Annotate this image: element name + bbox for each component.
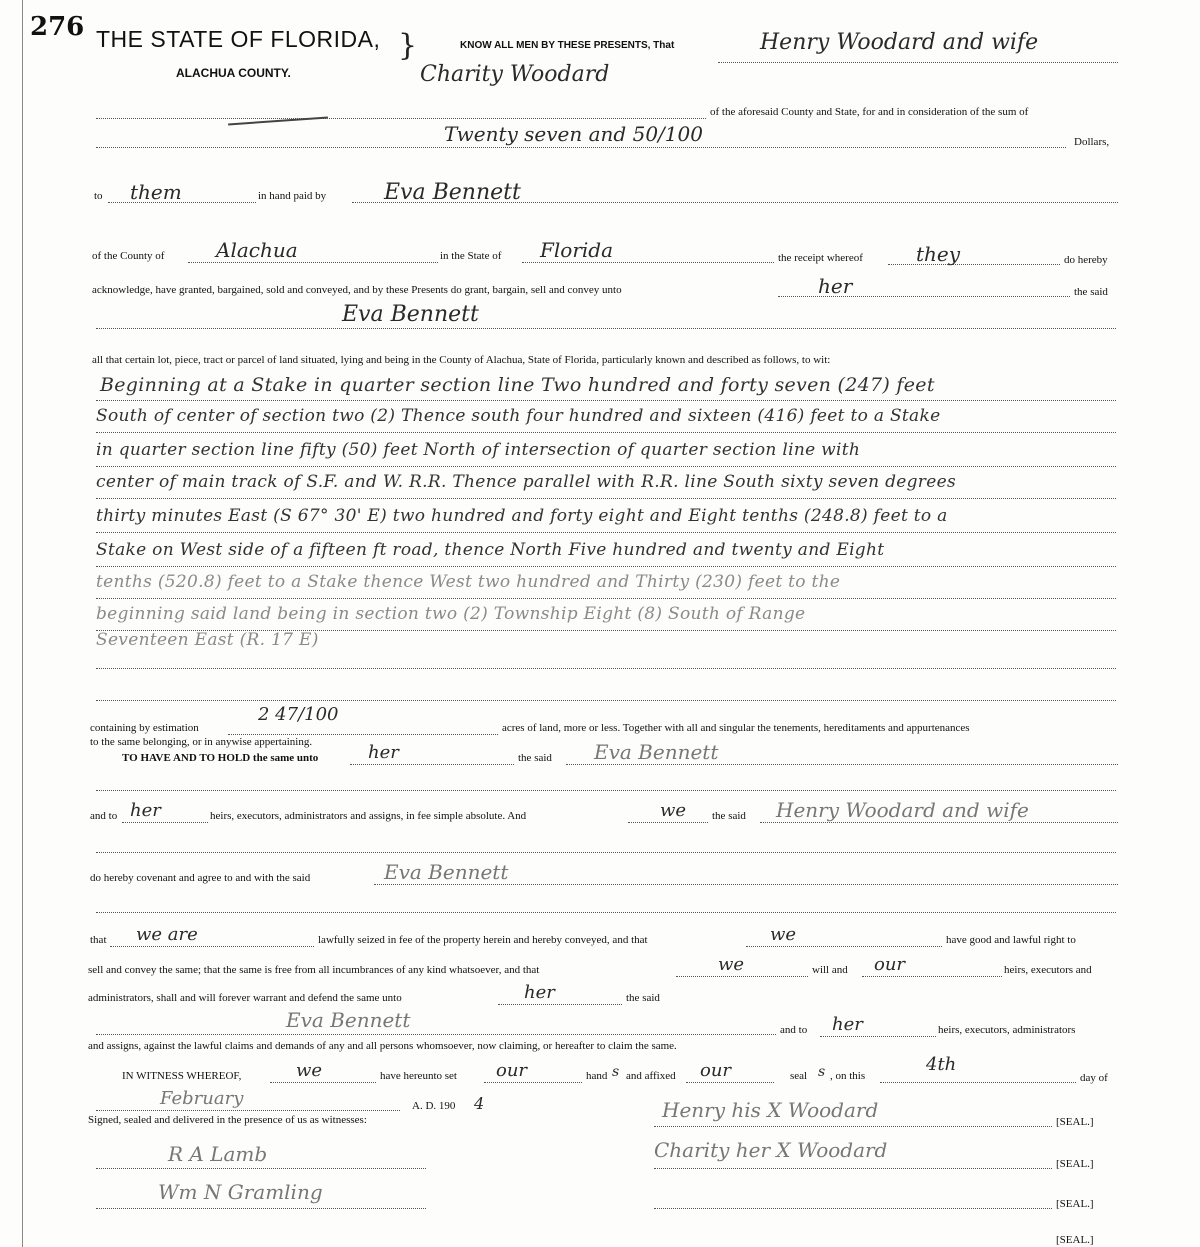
same-belonging-text: to the same belonging, or in anywise appertaining. — [90, 736, 313, 748]
and-that-we-value: we — [770, 924, 797, 945]
heirs-executors-text: heirs, executors, administrators and assigns, in fee simple absolute. And — [210, 810, 527, 822]
on-this-label: , on this — [830, 1070, 866, 1082]
sell-convey-text: sell and convey the same; that the same is free from all incumbrances of any kind whatsoever, and that — [88, 964, 540, 976]
dotted-line — [96, 598, 1116, 599]
and-assigns-text: and assigns, against the lawful claims and demands of any and all persons whomsoever, now claiming, or hereafter to claim the same. — [88, 1040, 677, 1052]
and-that-we-2-value: we — [718, 954, 745, 975]
and-to-label: and to — [90, 810, 118, 822]
description-line: center of main track of S.F. and W. R.R. Thence parallel with R.R. line South sixty seven degrees — [96, 472, 956, 492]
administrators-text: administrators, shall and will forever warrant and defend the same unto — [88, 992, 402, 1004]
receipt-whereof-label: the receipt whereof — [778, 252, 863, 264]
to-have-label: TO HAVE AND TO HOLD the same unto — [122, 752, 319, 764]
dotted-line — [96, 700, 1116, 701]
that-we-are-value: we are — [136, 924, 198, 945]
dotted-line — [96, 1208, 426, 1209]
seal-mark: [SEAL.] — [1056, 1234, 1094, 1246]
dotted-line — [96, 668, 1116, 669]
dotted-line — [110, 946, 314, 947]
dotted-line — [654, 1168, 1052, 1169]
dotted-line — [96, 118, 706, 119]
signed-sealed-text: Signed, sealed and delivered in the presence of us as witnesses: — [88, 1114, 367, 1126]
grantor-line2: Charity Woodard — [420, 62, 610, 87]
convey-unto-value: her — [818, 274, 853, 298]
grantor-line1: Henry Woodard and wife — [760, 30, 1039, 55]
and-to-label: and to — [780, 1024, 808, 1036]
state-heading: THE STATE OF FLORIDA, — [96, 26, 381, 52]
affixed-our-value: our — [700, 1060, 732, 1081]
dotted-line — [96, 1168, 426, 1169]
in-hand-paid-by-label: in hand paid by — [258, 190, 327, 202]
will-and-label: will and — [812, 964, 848, 976]
containing-label: containing by estimation — [90, 722, 199, 734]
hand-s-value: s — [612, 1064, 620, 1080]
page-edge-line — [22, 0, 23, 1247]
the-said-label: the said — [1074, 286, 1108, 298]
dotted-line — [96, 466, 1116, 467]
county-value: Alachua — [216, 238, 298, 262]
covenant-with-value: Eva Bennett — [384, 860, 509, 884]
dotted-line — [96, 328, 1116, 329]
the-said-label: the said — [518, 752, 552, 764]
witness-gramling: Wm N Gramling — [158, 1180, 323, 1204]
dotted-line — [498, 1004, 622, 1005]
day-of-label: day of — [1080, 1072, 1108, 1084]
dotted-line — [122, 822, 208, 823]
dotted-line — [566, 764, 1118, 765]
dotted-line — [96, 147, 1066, 148]
and-to-heirs-value: her — [130, 800, 161, 821]
year-value: 4 — [474, 1094, 485, 1113]
do-hereby-label: do hereby — [1064, 254, 1108, 266]
the-said-label: the said — [712, 810, 746, 822]
dotted-line — [188, 262, 438, 263]
seal-mark: [SEAL.] — [1056, 1116, 1094, 1128]
header-bracket: } — [398, 28, 418, 63]
dollars-label: Dollars, — [1074, 136, 1110, 148]
set-our-value: our — [496, 1060, 528, 1081]
dotted-line — [96, 1110, 400, 1111]
dotted-line — [228, 734, 498, 735]
dotted-line — [96, 532, 1116, 533]
paid-by-value: Eva Bennett — [384, 180, 521, 205]
in-witness-label: IN WITNESS WHEREOF, — [122, 1070, 242, 1082]
of-county-label: of the County of — [92, 250, 165, 262]
dotted-line — [270, 1082, 376, 1083]
dotted-line — [654, 1126, 1052, 1127]
description-line: Seventeen East (R. 17 E) — [96, 630, 319, 650]
dotted-line — [484, 1082, 582, 1083]
dotted-line — [96, 1034, 776, 1035]
dotted-line — [96, 912, 1116, 913]
know-all-men: KNOW ALL MEN BY THESE PRESENTS, That — [460, 40, 675, 51]
description-line: Beginning at a Stake in quarter section line Two hundred and forty seven (247) feet — [100, 374, 935, 396]
description-line: South of center of section two (2) Thence south four hundred and sixteen (416) feet to a Stake — [96, 406, 941, 426]
dotted-line — [374, 884, 1118, 885]
dotted-line — [522, 262, 774, 263]
grantor-said-value: Henry Woodard and wife — [776, 798, 1029, 822]
page-number: 276 — [30, 12, 85, 42]
dotted-line — [96, 400, 1116, 401]
witness-we-value: we — [296, 1060, 323, 1081]
dotted-line — [654, 1208, 1052, 1209]
in-state-of-label: in the State of — [440, 250, 502, 262]
month-value: February — [160, 1088, 244, 1109]
to-whom-value: them — [130, 180, 182, 204]
dotted-line — [862, 976, 1002, 977]
seal-s-value: s — [818, 1064, 826, 1080]
lawfully-seized-text: lawfully seized in fee of the property herein and hereby conveyed, and that — [318, 934, 648, 946]
receipt-they-value: they — [916, 242, 961, 266]
dotted-line — [350, 764, 514, 765]
dotted-line — [96, 566, 1116, 567]
dotted-line — [888, 264, 1060, 265]
witness-lamb: R A Lamb — [168, 1142, 268, 1166]
have-good-text: have good and lawful right to — [946, 934, 1076, 946]
dotted-line — [96, 852, 1116, 853]
consideration-text: of the aforesaid County and State, for and in consideration of the sum of — [710, 106, 1029, 118]
heirs-exec-admin-text: heirs, executors, administrators — [938, 1024, 1076, 1036]
description-line: thirty minutes East (S 67° 30' E) two hundred and forty eight and Eight tenths (248.8) feet to a — [96, 506, 948, 526]
warrant-unto-value: her — [524, 982, 555, 1003]
will-and-our-value: our — [874, 954, 906, 975]
dotted-line — [760, 822, 1118, 823]
dotted-line — [686, 1082, 774, 1083]
all-that-certain-text: all that certain lot, piece, tract or parcel of land situated, lying and being in the County of Alachua, State of Florida, particularly known and described as follows, to wit: — [92, 354, 831, 366]
dotted-line — [96, 432, 1116, 433]
seal-label: seal — [790, 1070, 808, 1082]
signature-henry: Henry his X Woodard — [662, 1098, 879, 1122]
to-label: to — [94, 190, 103, 202]
description-line: Stake on West side of a fifteen ft road, thence North Five hundred and twenty and Eight — [96, 540, 885, 560]
signature-charity: Charity her X Woodard — [654, 1138, 888, 1162]
dotted-line — [96, 790, 1116, 791]
and-affixed-label: and affixed — [626, 1070, 676, 1082]
dotted-line — [820, 1036, 936, 1037]
have-hereunto-label: have hereunto set — [380, 1070, 457, 1082]
hand-label: hand — [586, 1070, 608, 1082]
the-said-name-value: Eva Bennett — [594, 740, 719, 764]
ad-label: A. D. 190 — [412, 1100, 456, 1112]
day-value: 4th — [926, 1054, 957, 1075]
county-heading: ALACHUA COUNTY. — [176, 66, 291, 80]
dotted-line — [628, 822, 708, 823]
covenant-text: do hereby covenant and agree to and with the said — [90, 872, 311, 884]
dotted-line — [718, 62, 1118, 63]
acres-value: 2 47/100 — [258, 704, 339, 725]
the-said-4-name-value: Eva Bennett — [286, 1008, 411, 1032]
heirs-exec-and-text: heirs, executors and — [1004, 964, 1092, 976]
dotted-line — [96, 498, 1116, 499]
description-line: beginning said land being in section two (2) Township Eight (8) South of Range — [96, 604, 806, 624]
sum-value: Twenty seven and 50/100 — [444, 122, 703, 146]
have-unto-value: her — [368, 742, 399, 763]
and-to-her-value: her — [832, 1014, 863, 1035]
dotted-line — [746, 946, 942, 947]
the-said-label: the said — [626, 992, 660, 1004]
acres-text: acres of land, more or less. Together with all and singular the tenements, hereditaments and appurtenances — [502, 722, 970, 734]
seal-mark: [SEAL.] — [1056, 1158, 1094, 1170]
state-value: Florida — [540, 238, 613, 262]
dotted-line — [676, 976, 808, 977]
seal-mark: [SEAL.] — [1056, 1198, 1094, 1210]
grantee-value: Eva Bennett — [342, 302, 479, 327]
acknowledge-text: acknowledge, have granted, bargained, sold and conveyed, and by these Presents do grant, bargain, sell and convey unto — [92, 284, 622, 296]
dotted-line — [880, 1082, 1076, 1083]
description-line: tenths (520.8) feet to a Stake thence West two hundred and Thirty (230) feet to the — [96, 572, 841, 592]
and-we-value: we — [660, 800, 687, 821]
that-label: that — [90, 934, 107, 946]
description-line: in quarter section line fifty (50) feet North of intersection of quarter section line with — [96, 440, 861, 460]
